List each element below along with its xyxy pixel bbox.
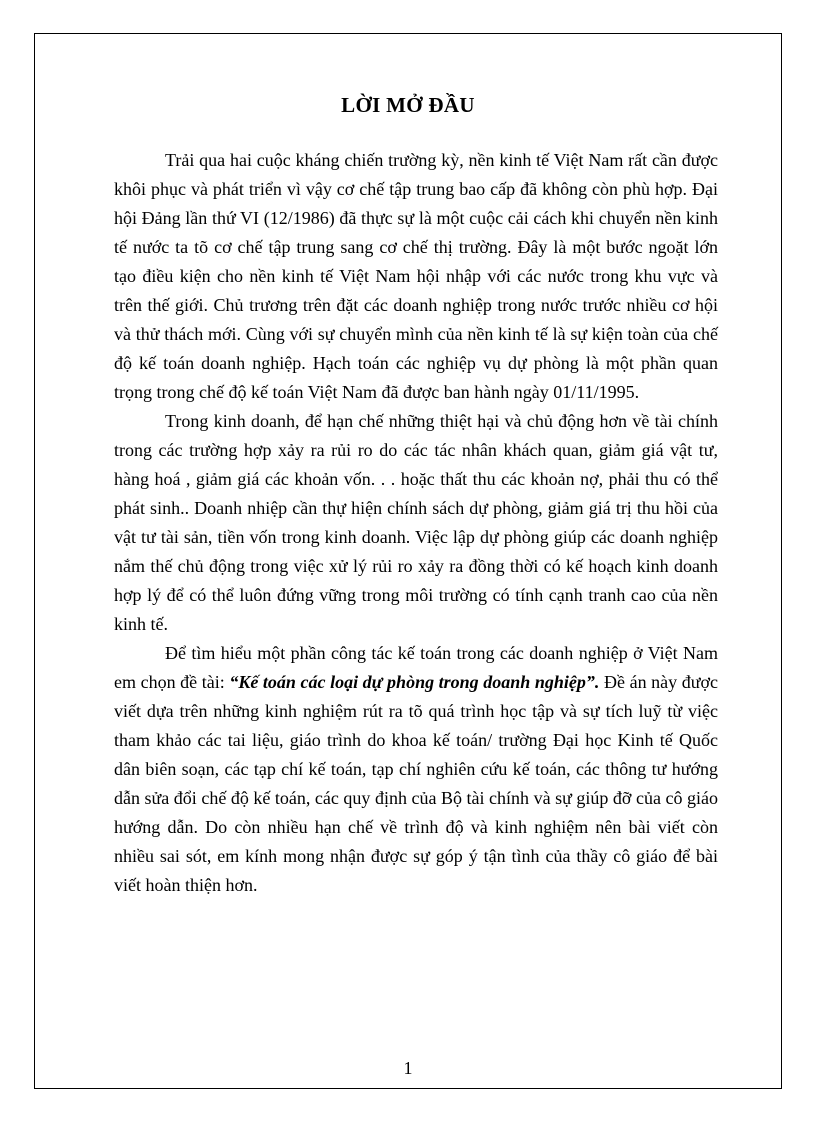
- topic-title: “Kế toán các loại dự phòng trong doanh nghiệp”.: [229, 672, 600, 692]
- paragraph-2: Trong kinh doanh, để hạn chế những thiệt hại và chủ động hơn về tài chính trong các trường hợp xảy ra rủi ro do các tác nhân khách quan, giảm giá vật tư, hàng hoá , giảm giá các khoản vốn. . . hoặc thất thu các khoản nợ, phải thu có thể phát sinh.. Doanh nhiệp cần thự hiện chính sách dự phòng, giảm giá trị thu hồi của vật tư tài sản, tiền vốn trong kinh doanh. Việc lập dự phòng giúp các doanh nghiệp nắm thế chủ động trong việc xử lý rủi ro xảy ra đồng thời có kế hoạch kinh doanh hợp lý để có thể luôn đứng vững trong môi trường có tính cạnh tranh cao của nền kinh tế.: [114, 411, 718, 634]
- paragraph-3: [114, 639, 718, 900]
- page-title: LỜI MỞ ĐẦU: [341, 93, 475, 117]
- paragraph-1: Trải qua hai cuộc kháng chiến trường kỳ, nền kinh tế Việt Nam rất cần được khôi phục và phát triển vì vậy cơ chế tập trung bao cấp đã không còn phù hợp. Đại hội Đảng lần thứ VI (12/1986) đã thực sự là một cuộc cải cách khi chuyển nền kinh tế nước ta tõ cơ chế tập trung sang cơ chế thị trường. Đây là một bước ngoặt lớn tạo điều kiện cho nền kinh tế Việt Nam hội nhập với các nước trong khu vực và trên thế giới. Chủ trương trên đặt các doanh nghiệp trong nước trước nhiều cơ hội và thử thách mới. Cùng với sự chuyển mình của nền kinh tế là sự kiện toàn của chế độ kế toán doanh nghiệp. Hạch toán các nghiệp vụ dự phòng là một phần quan trọng trong chế độ kế toán Việt Nam đã được ban hành ngày 01/11/1995.: [114, 150, 718, 402]
- paragraph-3-intro: Để tìm hiểu một phần công tác kế toán trong các doanh nghiệp ở Việt Nam em chọn đề tài:: [114, 643, 718, 692]
- page-number: 1: [403, 1058, 413, 1078]
- document-body: [114, 146, 718, 900]
- paragraph-3-rest: Đề án này được viết dựa trên những kinh nghiệm rút ra tõ quá trình học tập và sự tích luỹ từ việc tham khảo các tai liệu, giáo trình do khoa kế toán/ trường Đại học Kinh tế Quốc dân biên soạn, các tạp chí kế toán, tạp chí nghiên cứu kế toán, các thông tư hướng dẫn sửa đổi chế độ kế toán, các quy định của Bộ tài chính và sự giúp đỡ của cô giáo hướng dẫn. Do còn nhiều hạn chế về trình độ và kinh nghiệm nên bài viết còn nhiều sai sót, em kính mong nhận được sự góp ý tận tình của thầy cô giáo để bài viết hoàn thiện hơn.: [114, 672, 718, 895]
